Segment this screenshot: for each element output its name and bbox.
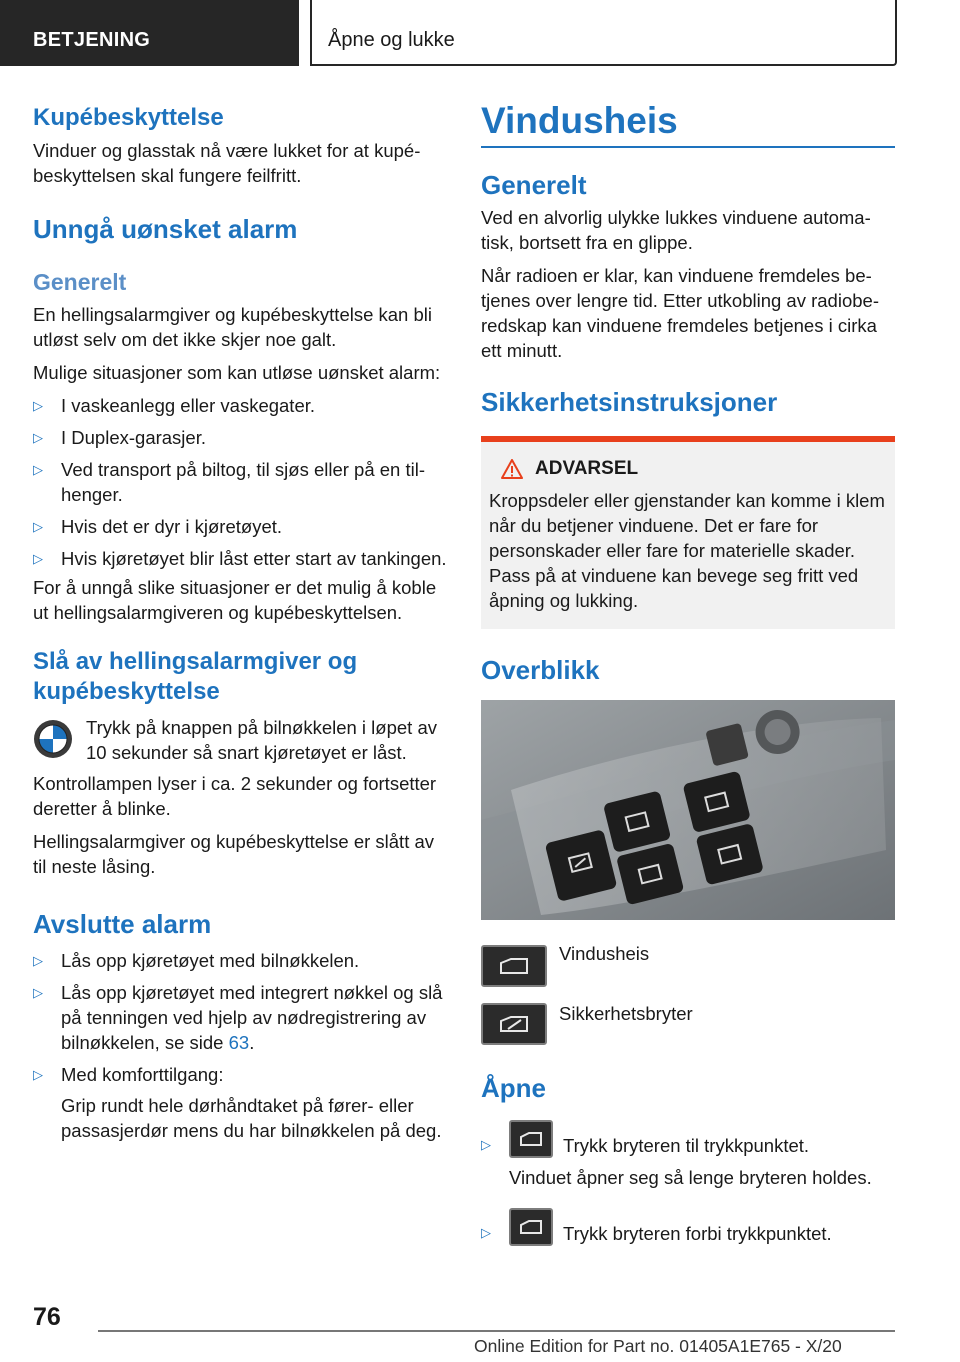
window-switch-press-icon (509, 1208, 553, 1246)
header-section-label: BETJENING (33, 29, 151, 51)
slaav-heading: Slå av hellingsalarmgiver og kupébeskyttelse (33, 648, 358, 705)
bullet-triangle-icon: ▷ (33, 1067, 43, 1082)
avslutte-heading: Avslutte alarm (33, 909, 212, 939)
vindusheis-generelt-p2: Når radioen er klar, kan vinduene fremdeles betjenes over lengre tid. Etter utkobling av radioberedskap kan vinduene fremdeles betjenes i cirka ett minutt. (481, 265, 879, 361)
slaav-p1: Kontrollampen lyser i ca. 2 sekunder og fortsetter deretter å blinke. (33, 773, 437, 819)
bullet-triangle-icon: ▷ (33, 519, 43, 534)
vindusheis-heading: Vindusheis (481, 100, 678, 141)
list-item: ▷ Med komforttilgang: Grip rundt hele dørhåndtaket på fører- eller passasjerdør mens du har bilnøkkelen på deg. (33, 1064, 442, 1141)
list-item: ▷ Lås opp kjøretøyet med integrert nøkkel og slå på tenningen ved hjelp av nødregistrering av bilnøkkelen, se side 63. (33, 982, 443, 1053)
footer-divider (98, 1330, 895, 1332)
apne-heading: Åpne (481, 1073, 546, 1103)
window-switch-icon (481, 945, 547, 987)
bullet-triangle-icon: ▷ (33, 953, 43, 968)
alarm-situation-list (33, 393, 448, 571)
sikkerhet-heading: Sikkerhetsinstruksjoner (481, 387, 778, 417)
list-item: ▷ I vaskeanlegg eller vaskegater. (33, 395, 316, 416)
list-item: ▷ Ved transport på biltog, til sjøs eller på en tilhenger. (33, 459, 426, 505)
alarm-generelt-p3: For å unngå slike situasjoner er det mulig å koble ut hellingsalarmgiveren og kupébeskyttelsen. (33, 577, 437, 623)
alarm-generelt-p2: Mulige situasjoner som kan utløse uønsket alarm: (33, 362, 441, 383)
legend-vindusheis-label: Vindusheis (559, 943, 650, 964)
vindusheis-generelt-heading: Generelt (481, 170, 587, 200)
header-chapter-tab (310, 0, 897, 66)
alarm-generelt-p1: En hellingsalarmgiver og kupébeskyttelse kan bli utløst selv om det ikke skjer noe galt. (33, 304, 432, 350)
legend-sikkerhet-label: Sikkerhetsbryter (559, 1003, 693, 1024)
warning-text: Kroppsdeler eller gjenstander kan komme i klem når du betjener vinduene. Det er fare for personskader eller fare for materielle skader. Pass på at vinduene kan bevege seg fritt ved åpning og lukking. (489, 490, 885, 611)
alarm-generelt-heading: Generelt (33, 269, 127, 295)
bullet-triangle-icon: ▷ (33, 430, 43, 445)
bullet-triangle-icon: ▷ (481, 1225, 491, 1240)
window-switch-panel-photo (481, 700, 895, 920)
page-link[interactable]: 63 (228, 1032, 250, 1053)
bullet-triangle-icon: ▷ (481, 1137, 491, 1152)
safety-switch-icon (481, 1003, 547, 1045)
window-switch-press-icon (509, 1120, 553, 1158)
kupe-heading: Kupébeskyttelse (33, 104, 224, 131)
bmw-key-button-icon (33, 719, 73, 759)
warning-triangle-icon (501, 459, 523, 479)
list-item: ▷ Trykk bryteren til trykkpunktet. Vinduet åpner seg så lenge bryteren holdes. (481, 1120, 895, 1190)
header-chapter-label: Åpne og lukke (328, 29, 455, 51)
list-item: ▷ I Duplex-garasjer. (33, 427, 206, 448)
page-number: 76 (33, 1303, 61, 1331)
bullet-triangle-icon: ▷ (33, 551, 43, 566)
legend-vindusheis (481, 945, 895, 987)
header-section-tab (0, 0, 299, 66)
bullet-triangle-icon: ▷ (33, 398, 43, 413)
bullet-triangle-icon: ▷ (33, 462, 43, 477)
bullet-triangle-icon: ▷ (33, 985, 43, 1000)
list-item: ▷ Hvis det er dyr i kjøretøyet. (33, 516, 283, 537)
key-instruction (33, 715, 448, 765)
list-item: ▷ Hvis kjøretøyet blir låst etter start av tankingen. (33, 548, 447, 569)
key-instruction-text: Trykk på knappen på bilnøkkelen i løpet av 10 sekunder så snart kjøretøyet er låst. (86, 717, 437, 763)
legend-sikkerhet (481, 1003, 895, 1045)
slaav-p2: Hellingsalarmgiver og kupébeskyttelse er slått av til neste låsing. (33, 831, 435, 877)
kupe-text: Vinduer og glasstak nå være lukket for at kupébeskyttelsen skal fungere feilfritt. (33, 140, 421, 186)
right-column (481, 100, 895, 1246)
list-item: ▷ Lås opp kjøretøyet med bilnøkkelen. (33, 950, 360, 971)
list-item: ▷ Trykk bryteren forbi trykkpunktet. (481, 1208, 895, 1246)
overblikk-heading: Overblikk (481, 655, 600, 685)
footer-edition: Online Edition for Part no. 01405A1E765 - X/20 (474, 1336, 842, 1356)
alarm-heading: Unngå uønsket alarm (33, 214, 298, 244)
warning-box (481, 436, 895, 629)
warning-label: ADVARSEL (535, 458, 639, 479)
vindusheis-generelt-p1: Ved en alvorlig ulykke lukkes vinduene automatisk, bortsett fra en glippe. (481, 207, 871, 253)
heading-divider (481, 146, 895, 148)
left-column (33, 100, 448, 1143)
